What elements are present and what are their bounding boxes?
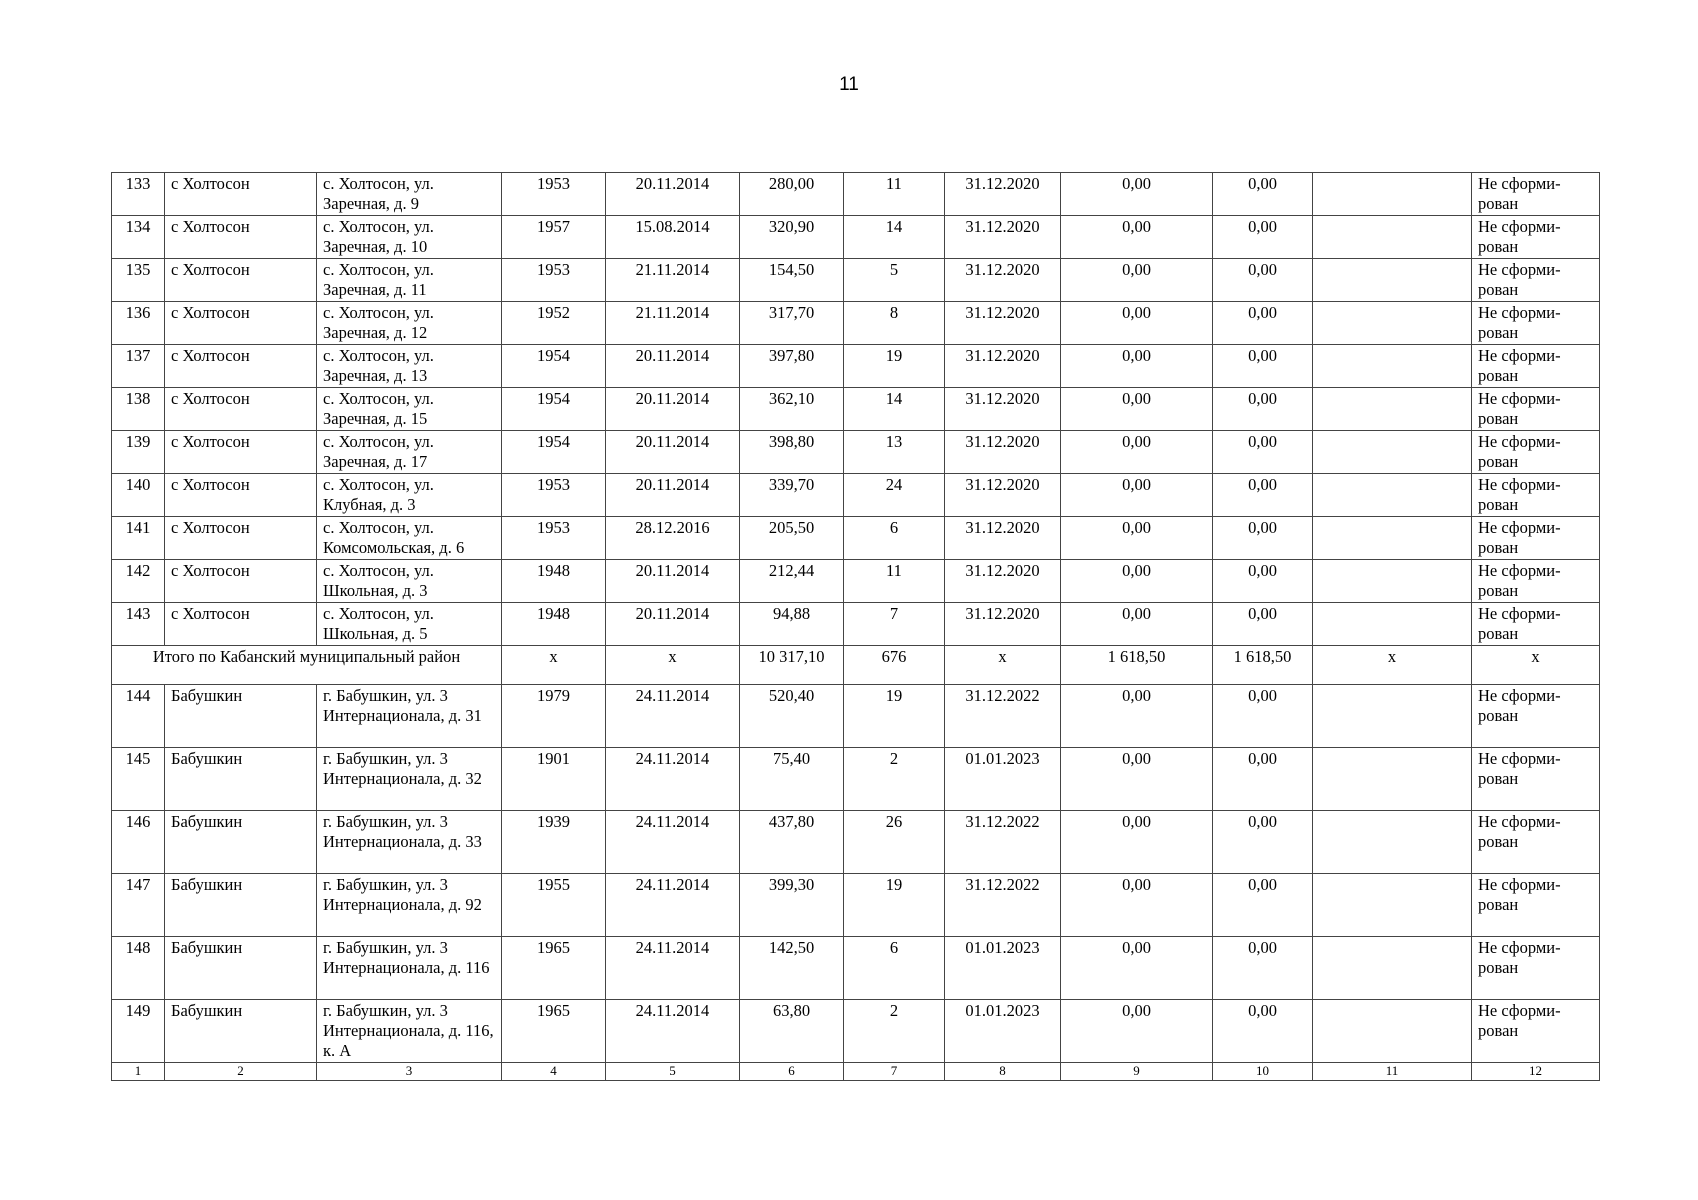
deadline: 31.12.2020	[945, 302, 1061, 345]
column-number: 5	[606, 1063, 740, 1081]
recognition-date: 21.11.2014	[606, 302, 740, 345]
col11-value	[1313, 302, 1472, 345]
residents: 2	[844, 748, 945, 811]
address: г. Бабушкин, ул. 3 Интернационала, д. 32	[317, 748, 502, 811]
col10-value: 0,00	[1213, 474, 1313, 517]
total-col11: х	[1313, 646, 1472, 685]
residents: 19	[844, 685, 945, 748]
col9-value: 0,00	[1061, 560, 1213, 603]
col11-value	[1313, 216, 1472, 259]
row-number: 147	[112, 874, 165, 937]
build-year: 1965	[502, 1000, 606, 1063]
column-number: 10	[1213, 1063, 1313, 1081]
status: Не сформи-рован	[1472, 474, 1600, 517]
total-status: х	[1472, 646, 1600, 685]
column-number: 11	[1313, 1063, 1472, 1081]
area: 75,40	[740, 748, 844, 811]
address: с. Холтосон, ул. Комсомольская, д. 6	[317, 517, 502, 560]
column-number: 3	[317, 1063, 502, 1081]
recognition-date: 20.11.2014	[606, 603, 740, 646]
recognition-date: 28.12.2016	[606, 517, 740, 560]
area: 154,50	[740, 259, 844, 302]
col10-value: 0,00	[1213, 302, 1313, 345]
column-number: 9	[1061, 1063, 1213, 1081]
status: Не сформи-рован	[1472, 431, 1600, 474]
residents: 11	[844, 560, 945, 603]
row-number: 141	[112, 517, 165, 560]
build-year: 1901	[502, 748, 606, 811]
area: 437,80	[740, 811, 844, 874]
table-row	[112, 685, 1600, 748]
settlement: Бабушкин	[165, 937, 317, 1000]
status: Не сформи-рован	[1472, 937, 1600, 1000]
table-row	[112, 560, 1600, 603]
residents: 5	[844, 259, 945, 302]
deadline: 31.12.2020	[945, 431, 1061, 474]
area: 520,40	[740, 685, 844, 748]
recognition-date: 24.11.2014	[606, 748, 740, 811]
row-number: 135	[112, 259, 165, 302]
residents: 14	[844, 388, 945, 431]
row-number: 133	[112, 173, 165, 216]
status: Не сформи-рован	[1472, 811, 1600, 874]
residents: 11	[844, 173, 945, 216]
settlement: с Холтосон	[165, 173, 317, 216]
row-number: 144	[112, 685, 165, 748]
total-label: Итого по Кабанский муниципальный район	[112, 646, 502, 685]
settlement: с Холтосон	[165, 431, 317, 474]
address: с. Холтосон, ул. Заречная, д. 10	[317, 216, 502, 259]
settlement: с Холтосон	[165, 474, 317, 517]
build-year: 1957	[502, 216, 606, 259]
recognition-date: 24.11.2014	[606, 1000, 740, 1063]
area: 280,00	[740, 173, 844, 216]
col9-value: 0,00	[1061, 517, 1213, 560]
col11-value	[1313, 517, 1472, 560]
col9-value: 0,00	[1061, 474, 1213, 517]
status: Не сформи-рован	[1472, 302, 1600, 345]
total-year: х	[502, 646, 606, 685]
col10-value: 0,00	[1213, 874, 1313, 937]
deadline: 31.12.2022	[945, 874, 1061, 937]
address: г. Бабушкин, ул. 3 Интернационала, д. 116, к. А	[317, 1000, 502, 1063]
area: 398,80	[740, 431, 844, 474]
col9-value: 0,00	[1061, 388, 1213, 431]
residents: 19	[844, 874, 945, 937]
recognition-date: 24.11.2014	[606, 874, 740, 937]
col9-value: 0,00	[1061, 603, 1213, 646]
area: 397,80	[740, 345, 844, 388]
table-row	[112, 474, 1600, 517]
table-row	[112, 216, 1600, 259]
table-row	[112, 1000, 1600, 1063]
column-number: 6	[740, 1063, 844, 1081]
row-number: 138	[112, 388, 165, 431]
row-number: 134	[112, 216, 165, 259]
col10-value: 0,00	[1213, 1000, 1313, 1063]
table-row	[112, 345, 1600, 388]
total-date: х	[606, 646, 740, 685]
recognition-date: 24.11.2014	[606, 811, 740, 874]
row-number: 139	[112, 431, 165, 474]
address: г. Бабушкин, ул. 3 Интернационала, д. 92	[317, 874, 502, 937]
build-year: 1955	[502, 874, 606, 937]
col11-value	[1313, 685, 1472, 748]
area: 94,88	[740, 603, 844, 646]
table-row	[112, 874, 1600, 937]
col11-value	[1313, 560, 1472, 603]
status: Не сформи-рован	[1472, 1000, 1600, 1063]
address: с. Холтосон, ул. Заречная, д. 15	[317, 388, 502, 431]
address: с. Холтосон, ул. Заречная, д. 11	[317, 259, 502, 302]
total-row	[112, 646, 1600, 685]
build-year: 1953	[502, 173, 606, 216]
col10-value: 0,00	[1213, 259, 1313, 302]
table-row	[112, 173, 1600, 216]
column-number: 4	[502, 1063, 606, 1081]
total-col9: 1 618,50	[1061, 646, 1213, 685]
address: г. Бабушкин, ул. 3 Интернационала, д. 31	[317, 685, 502, 748]
column-number: 8	[945, 1063, 1061, 1081]
recognition-date: 24.11.2014	[606, 685, 740, 748]
area: 317,70	[740, 302, 844, 345]
col9-value: 0,00	[1061, 685, 1213, 748]
residents: 6	[844, 517, 945, 560]
status: Не сформи-рован	[1472, 173, 1600, 216]
recognition-date: 20.11.2014	[606, 345, 740, 388]
table-row	[112, 388, 1600, 431]
deadline: 31.12.2020	[945, 474, 1061, 517]
build-year: 1954	[502, 388, 606, 431]
recognition-date: 24.11.2014	[606, 937, 740, 1000]
settlement: Бабушкин	[165, 1000, 317, 1063]
settlement: с Холтосон	[165, 345, 317, 388]
build-year: 1954	[502, 431, 606, 474]
col10-value: 0,00	[1213, 388, 1313, 431]
address: с. Холтосон, ул. Клубная, д. 3	[317, 474, 502, 517]
area: 205,50	[740, 517, 844, 560]
column-numbers-row	[112, 1063, 1600, 1081]
deadline: 31.12.2022	[945, 685, 1061, 748]
build-year: 1953	[502, 474, 606, 517]
col11-value	[1313, 474, 1472, 517]
column-number: 7	[844, 1063, 945, 1081]
settlement: Бабушкин	[165, 811, 317, 874]
col9-value: 0,00	[1061, 345, 1213, 388]
recognition-date: 21.11.2014	[606, 259, 740, 302]
deadline: 01.01.2023	[945, 748, 1061, 811]
column-number: 1	[112, 1063, 165, 1081]
col10-value: 0,00	[1213, 685, 1313, 748]
status: Не сформи-рован	[1472, 259, 1600, 302]
area: 320,90	[740, 216, 844, 259]
deadline: 01.01.2023	[945, 937, 1061, 1000]
status: Не сформи-рован	[1472, 216, 1600, 259]
col10-value: 0,00	[1213, 345, 1313, 388]
col10-value: 0,00	[1213, 173, 1313, 216]
col9-value: 0,00	[1061, 937, 1213, 1000]
settlement: с Холтосон	[165, 560, 317, 603]
build-year: 1965	[502, 937, 606, 1000]
build-year: 1979	[502, 685, 606, 748]
status: Не сформи-рован	[1472, 560, 1600, 603]
recognition-date: 20.11.2014	[606, 173, 740, 216]
housing-registry-table	[111, 172, 1600, 1081]
col9-value: 0,00	[1061, 431, 1213, 474]
residents: 6	[844, 937, 945, 1000]
address: с. Холтосон, ул. Школьная, д. 5	[317, 603, 502, 646]
col11-value	[1313, 1000, 1472, 1063]
column-number: 12	[1472, 1063, 1600, 1081]
area: 362,10	[740, 388, 844, 431]
status: Не сформи-рован	[1472, 874, 1600, 937]
build-year: 1952	[502, 302, 606, 345]
deadline: 31.12.2020	[945, 216, 1061, 259]
table-row	[112, 811, 1600, 874]
settlement: Бабушкин	[165, 874, 317, 937]
table-row	[112, 259, 1600, 302]
column-number: 2	[165, 1063, 317, 1081]
col9-value: 0,00	[1061, 1000, 1213, 1063]
row-number: 136	[112, 302, 165, 345]
status: Не сформи-рован	[1472, 603, 1600, 646]
build-year: 1948	[502, 560, 606, 603]
col9-value: 0,00	[1061, 216, 1213, 259]
row-number: 143	[112, 603, 165, 646]
settlement: Бабушкин	[165, 685, 317, 748]
deadline: 31.12.2020	[945, 388, 1061, 431]
address: г. Бабушкин, ул. 3 Интернационала, д. 33	[317, 811, 502, 874]
deadline: 31.12.2020	[945, 560, 1061, 603]
col10-value: 0,00	[1213, 748, 1313, 811]
col11-value	[1313, 388, 1472, 431]
col11-value	[1313, 811, 1472, 874]
table-row	[112, 517, 1600, 560]
settlement: Бабушкин	[165, 748, 317, 811]
deadline: 31.12.2020	[945, 173, 1061, 216]
residents: 7	[844, 603, 945, 646]
row-number: 149	[112, 1000, 165, 1063]
col10-value: 0,00	[1213, 517, 1313, 560]
col9-value: 0,00	[1061, 302, 1213, 345]
settlement: с Холтосон	[165, 517, 317, 560]
row-number: 148	[112, 937, 165, 1000]
table-row	[112, 603, 1600, 646]
recognition-date: 20.11.2014	[606, 431, 740, 474]
col11-value	[1313, 748, 1472, 811]
row-number: 140	[112, 474, 165, 517]
residents: 2	[844, 1000, 945, 1063]
deadline: 31.12.2020	[945, 259, 1061, 302]
status: Не сформи-рован	[1472, 748, 1600, 811]
address: с. Холтосон, ул. Заречная, д. 13	[317, 345, 502, 388]
recognition-date: 15.08.2014	[606, 216, 740, 259]
build-year: 1953	[502, 259, 606, 302]
col11-value	[1313, 345, 1472, 388]
row-number: 145	[112, 748, 165, 811]
table-row	[112, 748, 1600, 811]
page-number: 11	[839, 74, 859, 95]
build-year: 1953	[502, 517, 606, 560]
total-residents: 676	[844, 646, 945, 685]
residents: 8	[844, 302, 945, 345]
col11-value	[1313, 431, 1472, 474]
area: 142,50	[740, 937, 844, 1000]
status: Не сформи-рован	[1472, 388, 1600, 431]
col11-value	[1313, 874, 1472, 937]
col9-value: 0,00	[1061, 259, 1213, 302]
status: Не сформи-рован	[1472, 685, 1600, 748]
address: с. Холтосон, ул. Заречная, д. 17	[317, 431, 502, 474]
total-col10: 1 618,50	[1213, 646, 1313, 685]
total-area: 10 317,10	[740, 646, 844, 685]
residents: 13	[844, 431, 945, 474]
residents: 14	[844, 216, 945, 259]
recognition-date: 20.11.2014	[606, 388, 740, 431]
col10-value: 0,00	[1213, 216, 1313, 259]
table-row	[112, 431, 1600, 474]
address: с. Холтосон, ул. Школьная, д. 3	[317, 560, 502, 603]
col10-value: 0,00	[1213, 603, 1313, 646]
deadline: 31.12.2020	[945, 345, 1061, 388]
residents: 24	[844, 474, 945, 517]
deadline: 31.12.2022	[945, 811, 1061, 874]
col9-value: 0,00	[1061, 874, 1213, 937]
table-row	[112, 937, 1600, 1000]
col9-value: 0,00	[1061, 811, 1213, 874]
build-year: 1954	[502, 345, 606, 388]
residents: 19	[844, 345, 945, 388]
address: г. Бабушкин, ул. 3 Интернационала, д. 116	[317, 937, 502, 1000]
area: 399,30	[740, 874, 844, 937]
deadline: 01.01.2023	[945, 1000, 1061, 1063]
col10-value: 0,00	[1213, 937, 1313, 1000]
settlement: с Холтосон	[165, 302, 317, 345]
deadline: 31.12.2020	[945, 517, 1061, 560]
build-year: 1939	[502, 811, 606, 874]
settlement: с Холтосон	[165, 216, 317, 259]
address: с. Холтосон, ул. Заречная, д. 9	[317, 173, 502, 216]
table-row	[112, 302, 1600, 345]
row-number: 146	[112, 811, 165, 874]
col11-value	[1313, 259, 1472, 302]
address: с. Холтосон, ул. Заречная, д. 12	[317, 302, 502, 345]
settlement: с Холтосон	[165, 603, 317, 646]
area: 339,70	[740, 474, 844, 517]
status: Не сформи-рован	[1472, 517, 1600, 560]
build-year: 1948	[502, 603, 606, 646]
row-number: 137	[112, 345, 165, 388]
col11-value	[1313, 937, 1472, 1000]
area: 212,44	[740, 560, 844, 603]
col9-value: 0,00	[1061, 173, 1213, 216]
settlement: с Холтосон	[165, 259, 317, 302]
col9-value: 0,00	[1061, 748, 1213, 811]
col10-value: 0,00	[1213, 811, 1313, 874]
deadline: 31.12.2020	[945, 603, 1061, 646]
residents: 26	[844, 811, 945, 874]
col11-value	[1313, 173, 1472, 216]
area: 63,80	[740, 1000, 844, 1063]
settlement: с Холтосон	[165, 388, 317, 431]
col10-value: 0,00	[1213, 560, 1313, 603]
col10-value: 0,00	[1213, 431, 1313, 474]
total-deadline: х	[945, 646, 1061, 685]
col11-value	[1313, 603, 1472, 646]
recognition-date: 20.11.2014	[606, 560, 740, 603]
recognition-date: 20.11.2014	[606, 474, 740, 517]
status: Не сформи-рован	[1472, 345, 1600, 388]
row-number: 142	[112, 560, 165, 603]
